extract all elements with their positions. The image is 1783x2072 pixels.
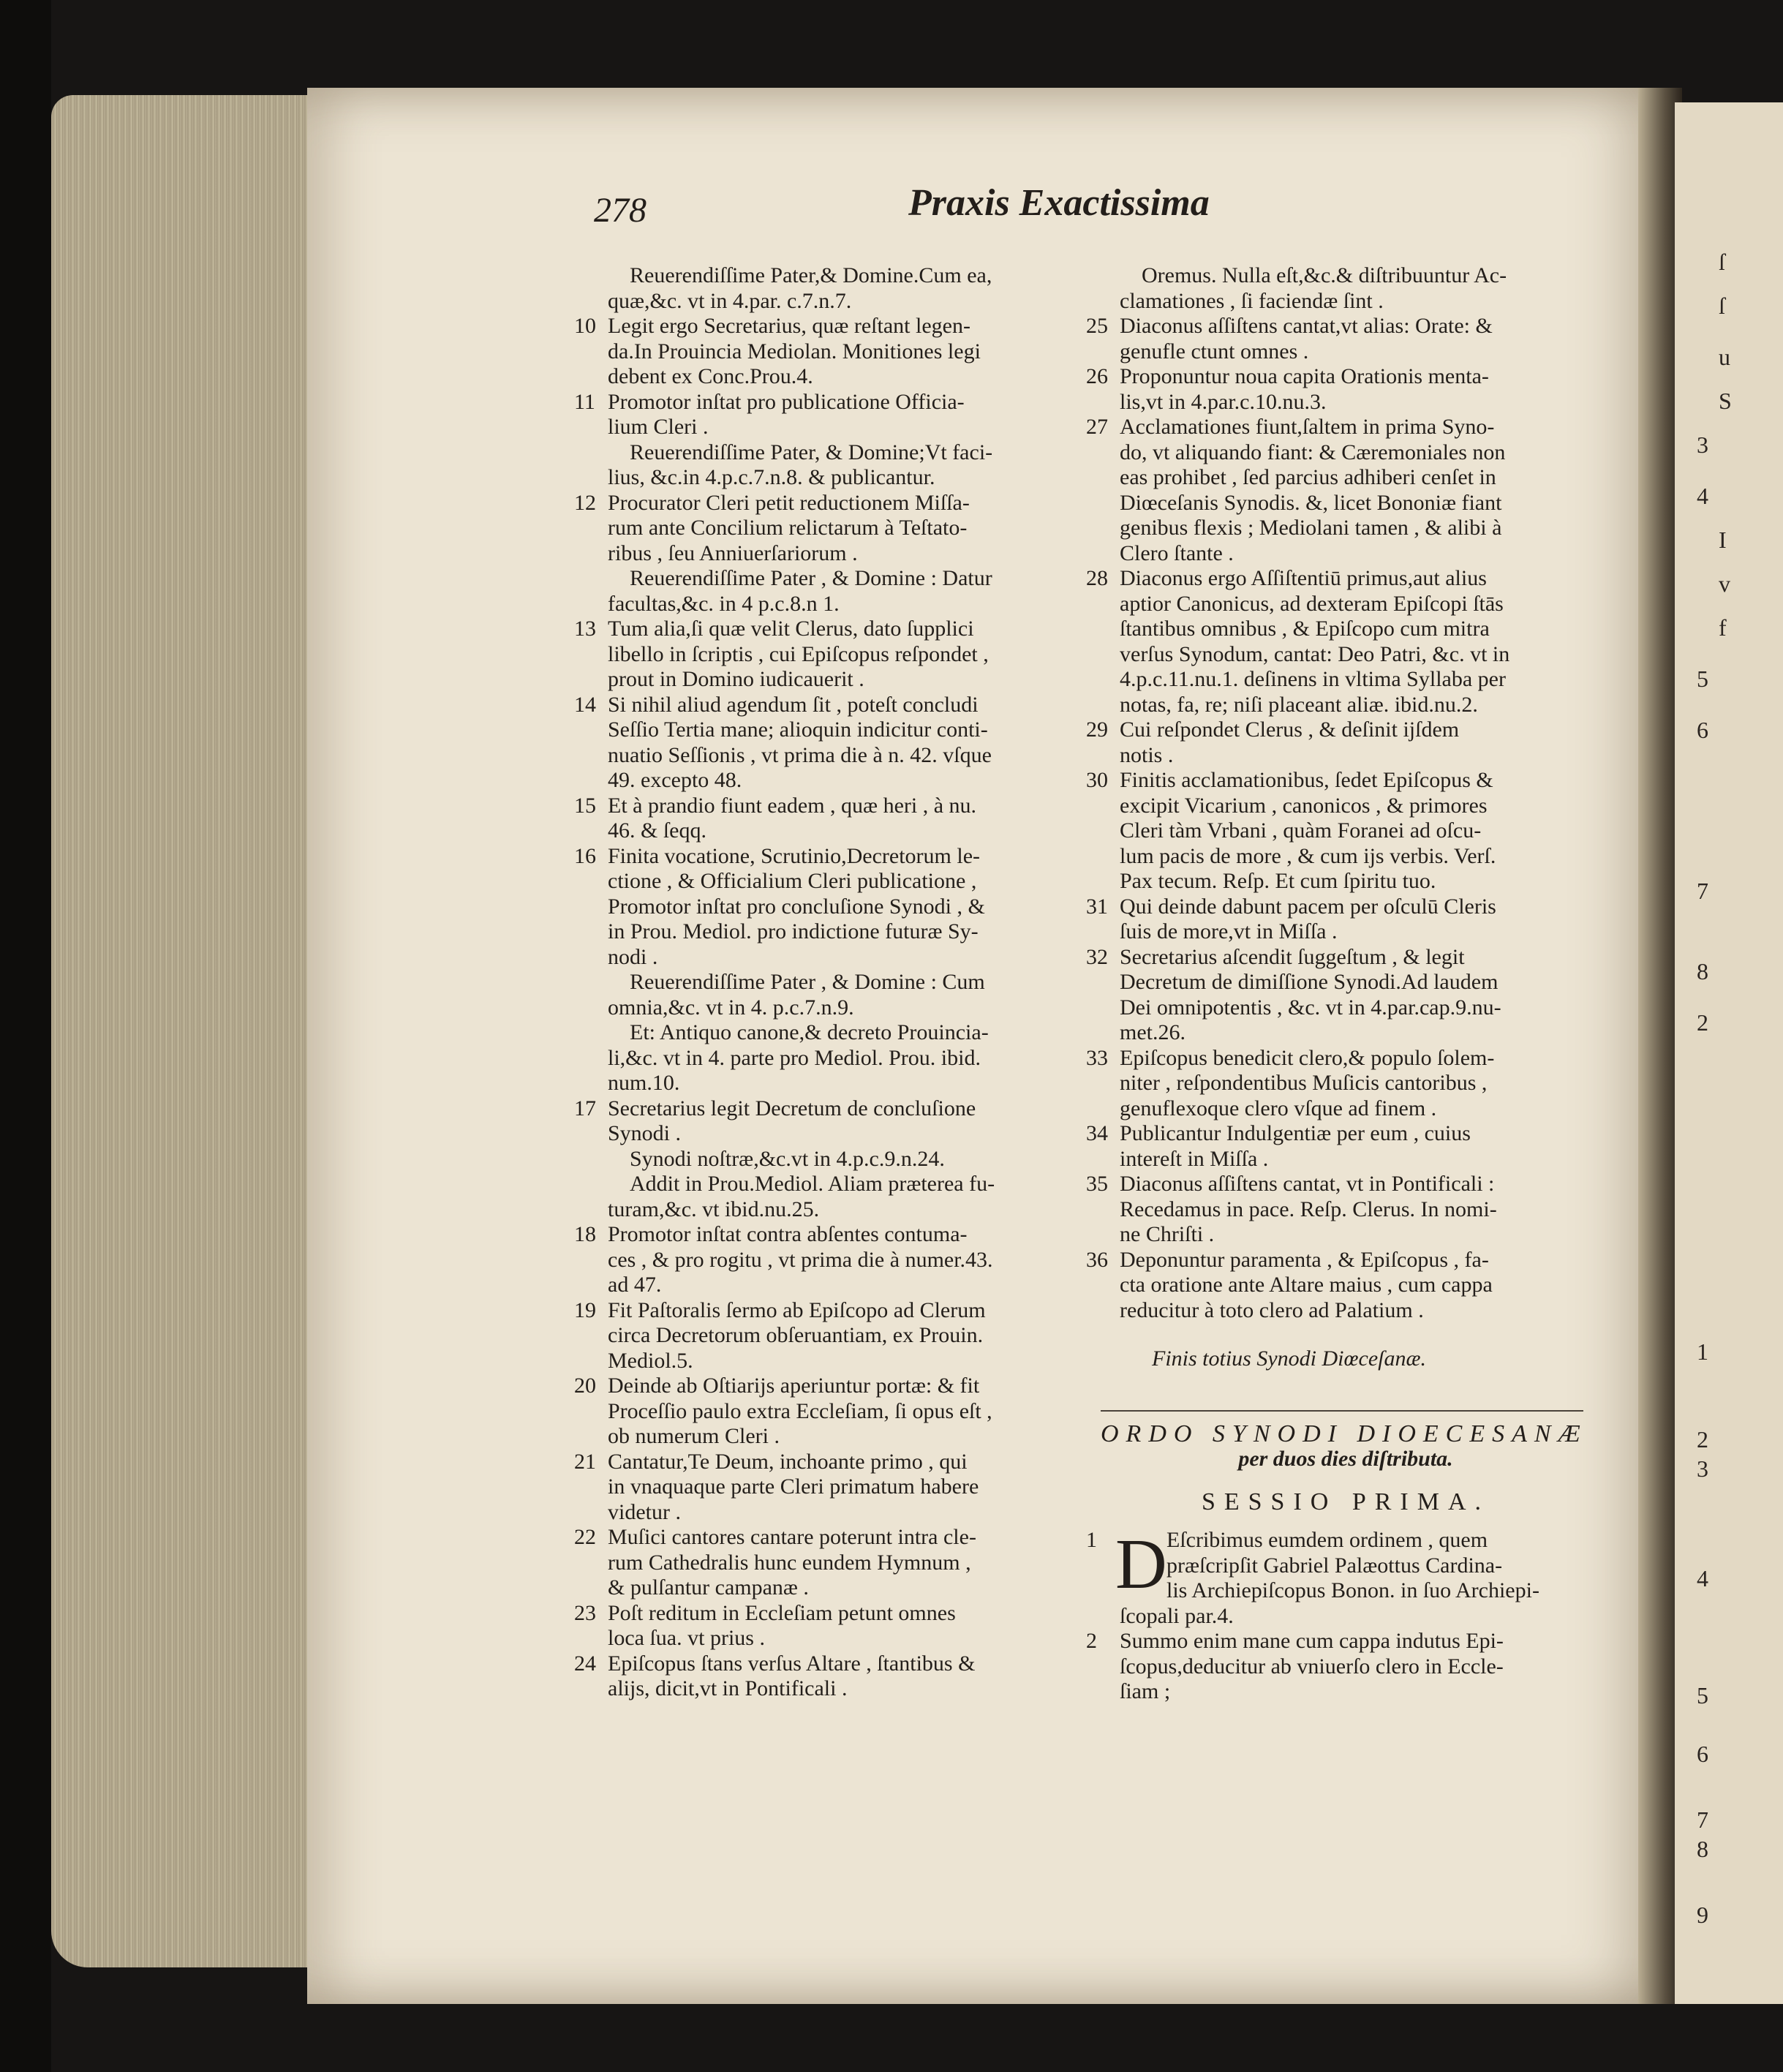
- text-line: reducitur à toto clero ad Palatium .: [1120, 1297, 1424, 1322]
- text-line: libello in ſcriptis , cui Epiſcopus reſpondet ,: [608, 641, 989, 666]
- text-line: & pulſantur campanæ .: [608, 1575, 809, 1600]
- text-line: Acclamationes fiunt,ſaltem in prima Syno-: [1120, 415, 1495, 439]
- ordo-subtitle: per duos dies diſtributa.: [1238, 1447, 1453, 1471]
- drop-cap: D: [1115, 1525, 1167, 1604]
- text-line: Decretum de dimiſſione Synodi.Ad laudem: [1120, 970, 1499, 994]
- text-line: verſus Synodum, cantat: Deo Patri, &c. vt in: [1120, 641, 1510, 666]
- paragraph: [1086, 894, 1605, 945]
- paragraph: [1086, 1121, 1605, 1172]
- text-line: ad 47.: [608, 1273, 662, 1297]
- text-line: ctione , & Officialium Cleri publicatione ,: [608, 869, 977, 893]
- text-line: Cantatur,Te Deum, inchoante primo , qui: [608, 1449, 968, 1474]
- text-line: Seſſio Tertia mane; alioquin indicitur conti-: [608, 717, 988, 742]
- paragraph-number: 22: [574, 1525, 596, 1549]
- text-line: lius, &c.in 4.p.c.7.n.8. & publicantur.: [608, 465, 935, 489]
- text-line: Fit Paſtoralis ſermo ab Epiſcopo ad Clerum: [608, 1297, 986, 1322]
- book-shadow: [0, 0, 51, 2072]
- text-line: 49. excepto 48.: [608, 768, 742, 792]
- text-line: Si nihil aliud agendum ſit , poteſt concludi: [608, 692, 979, 717]
- book-fore-edge: [51, 95, 333, 1967]
- paragraph-number: 18: [574, 1222, 596, 1246]
- paragraph: [574, 390, 1079, 440]
- text-line: Finitis acclamationibus, ſedet Epiſcopus &: [1120, 768, 1493, 792]
- text-line: Deponuntur paramenta , & Epiſcopus , fa-: [1120, 1247, 1489, 1272]
- text-line: in Prou. Mediol. pro indictione futuræ Sy-: [608, 919, 979, 943]
- text-line: Synodi .: [608, 1121, 682, 1145]
- text-line: 4.p.c.11.nu.1. deſinens in vltima Syllaba per: [1120, 667, 1506, 691]
- text-line: Diaconus ergo Aſſiſtentiū primus,aut alius: [1120, 566, 1487, 590]
- sessio-paragraphs: [1086, 1525, 1605, 1705]
- text-line: Synodi noſtræ,&c.vt in 4.p.c.9.n.24.: [630, 1146, 945, 1171]
- ordo-title: ORDO SYNODI DIOECESANÆ: [1101, 1420, 1588, 1447]
- paragraph: [574, 617, 1079, 693]
- text-line: notis .: [1120, 742, 1174, 767]
- paragraph: [1086, 945, 1605, 1046]
- text-line: niter , reſpondentibus Muſicis cantoribus ,: [1120, 1071, 1488, 1095]
- text-line: præſcripſit Gabriel Palæottus Cardina-: [1166, 1553, 1503, 1578]
- paragraph: [574, 1525, 1079, 1601]
- paragraph: [574, 1374, 1079, 1450]
- paragraph-number: 34: [1086, 1121, 1108, 1145]
- left-column: [574, 263, 1079, 1702]
- text-line: Deinde ab Oſtiarijs aperiuntur portæ: & fit: [608, 1374, 980, 1398]
- text-line: Legit ergo Secretarius, quæ reſtant legen-: [608, 314, 970, 338]
- paragraph-number: 17: [574, 1096, 596, 1120]
- paragraph: [574, 440, 1079, 491]
- text-line: Et à prandio fiunt eadem , quæ heri , à nu.: [608, 793, 977, 818]
- text-line: Promotor inſtat contra abſentes contuma-: [608, 1222, 968, 1246]
- text-line: ſuis de more,vt in Miſſa .: [1120, 919, 1338, 943]
- paragraph: [574, 844, 1079, 971]
- text-line: circa Decretorum obſeruantiam, ex Prouin.: [608, 1323, 984, 1347]
- text-line: loca ſua. vt prius .: [608, 1626, 765, 1650]
- text-line: clamationes , ſi faciendæ ſint .: [1120, 288, 1384, 313]
- text-line: Recedamus in pace. Reſp. Clerus. In nomi-: [1120, 1197, 1497, 1221]
- next-page-fragment: u: [1719, 344, 1730, 370]
- text-line: facultas,&c. in 4 p.c.8.n 1.: [608, 591, 840, 616]
- text-line: ne Chriſti .: [1120, 1222, 1215, 1246]
- paragraph-number: 36: [1086, 1247, 1108, 1272]
- paragraph: [574, 1096, 1079, 1147]
- next-page-fragment: ſ: [1719, 249, 1725, 275]
- text-line: Poſt reditum in Eccleſiam petunt omnes: [608, 1600, 956, 1625]
- paragraph: [1086, 566, 1605, 717]
- text-line: Cui reſpondet Clerus , & deſinit ijſdem: [1120, 717, 1460, 742]
- paragraph-number: 23: [574, 1600, 596, 1625]
- sessio-paragraph: [1086, 1629, 1605, 1705]
- next-page-fragment: 2: [1697, 1426, 1708, 1453]
- paragraph-number: 33: [1086, 1045, 1108, 1070]
- paragraph: [1086, 1248, 1605, 1324]
- text-line: Reuerendiſſime Pater,& Domine.Cum ea,: [630, 263, 992, 287]
- text-line: Finita vocatione, Scrutinio,Decretorum le-: [608, 843, 981, 868]
- paragraph: [1086, 1172, 1605, 1248]
- text-line: Diœceſanis Synodis. &, licet Bononiæ fiant: [1120, 490, 1502, 515]
- text-line: Procurator Cleri petit reductionem Miſſa-: [608, 490, 970, 515]
- paragraph-number: 21: [574, 1449, 596, 1474]
- right-column: [1086, 263, 1605, 1705]
- text-line: lis Archiepiſcopus Bonon. in ſuo Archiepi-: [1166, 1578, 1539, 1602]
- text-line: Qui deinde dabunt pacem per oſculū Cleris: [1120, 894, 1496, 919]
- text-line: Mediol.5.: [608, 1348, 693, 1373]
- next-page-fragment: 8: [1697, 958, 1708, 984]
- running-title: Praxis Exactissima: [908, 182, 1210, 224]
- next-page-fragment: 4: [1697, 483, 1708, 509]
- text-line: Promotor inſtat pro concluſione Synodi , &: [608, 894, 985, 919]
- next-page-fragment: ſ: [1719, 293, 1725, 319]
- text-line: Reuerendiſſime Pater, & Domine;Vt faci-: [630, 440, 993, 464]
- paragraph: [1086, 364, 1605, 415]
- paragraph-number: 32: [1086, 944, 1108, 969]
- text-line: Pax tecum. Reſp. Et cum ſpiritu tuo.: [1120, 869, 1436, 893]
- next-page-fragment: 6: [1697, 1741, 1708, 1767]
- text-line: lium Cleri .: [608, 415, 709, 439]
- next-page-fragment: 9: [1697, 1902, 1708, 1928]
- paragraph-number: 13: [574, 617, 596, 641]
- right-column-paragraphs: [1086, 263, 1605, 1323]
- text-line: Oremus. Nulla eſt,&c.& diſtribuuntur Ac-: [1142, 263, 1507, 287]
- text-line: prout in Domino iudicauerit .: [608, 667, 864, 691]
- text-line: notas, fa, re; niſi placeant aliæ. ibid.nu.2.: [1120, 692, 1478, 717]
- paragraph: [574, 1450, 1079, 1526]
- text-line: Epiſcopus ſtans verſus Altare , ſtantibus &: [608, 1651, 976, 1676]
- text-line: ſiam ;: [1120, 1679, 1171, 1703]
- paragraph-number: 29: [1086, 717, 1108, 742]
- text-line: nodi .: [608, 944, 658, 969]
- paragraph: [574, 1172, 1079, 1222]
- paragraph-number: 14: [574, 692, 596, 717]
- paragraph: [1086, 1046, 1605, 1122]
- paragraph: [1086, 263, 1605, 314]
- next-page-fragment: 1: [1697, 1338, 1708, 1365]
- paragraph-number: 19: [574, 1297, 596, 1322]
- paragraph: [574, 566, 1079, 617]
- next-page-fragment: 4: [1697, 1565, 1708, 1591]
- text-line: turam,&c. vt ibid.nu.25.: [608, 1197, 820, 1221]
- next-page-fragment: S: [1719, 388, 1732, 414]
- text-line: Eſcribimus eumdem ordinem , quem: [1166, 1528, 1488, 1552]
- text-line: omnia,&c. vt in 4. p.c.7.n.9.: [608, 995, 854, 1020]
- text-line: rum Cathedralis hunc eundem Hymnum ,: [608, 1550, 971, 1575]
- paragraph-number: 16: [574, 843, 596, 868]
- paragraph-number: 11: [574, 389, 595, 414]
- text-line: Reuerendiſſime Pater , & Domine : Cum: [630, 970, 985, 994]
- paragraph: [574, 1222, 1079, 1298]
- paragraph-number: 20: [574, 1374, 596, 1398]
- sessio-title: SESSIO PRIMA.: [1201, 1488, 1490, 1515]
- paragraph: [1086, 314, 1605, 364]
- paragraph: [1086, 415, 1605, 566]
- paragraph: [574, 794, 1079, 844]
- text-line: Diaconus aſſiſtens cantat, vt in Pontificali :: [1120, 1172, 1495, 1196]
- text-line: Publicantur Indulgentiæ per eum , cuius: [1120, 1121, 1471, 1145]
- text-line: videtur .: [608, 1499, 681, 1524]
- text-line: Clero ſtante .: [1120, 540, 1234, 565]
- next-page-fragment: f: [1719, 614, 1727, 641]
- text-line: genufle ctunt omnes .: [1120, 339, 1309, 363]
- text-line: lum pacis de more , & cum ijs verbis. Verſ.: [1120, 843, 1496, 868]
- paragraph: [574, 1020, 1079, 1096]
- next-page-fragment: 2: [1697, 1009, 1708, 1036]
- text-line: Tum alia,ſi quæ velit Clerus, dato ſupplici: [608, 617, 974, 641]
- paragraph-number: 28: [1086, 566, 1108, 590]
- paragraph: [574, 263, 1079, 314]
- text-line: lis,vt in 4.par.c.10.nu.3.: [1120, 389, 1327, 414]
- text-line: Proceſſio paulo extra Eccleſiam, ſi opus eſt ,: [608, 1398, 992, 1423]
- text-line: Addit in Prou.Mediol. Aliam præterea fu-: [630, 1172, 995, 1196]
- text-line: Secretarius aſcendit ſuggeſtum , & legit: [1120, 944, 1465, 969]
- text-line: ſtantibus omnibus , & Epiſcopo cum mitra: [1120, 617, 1490, 641]
- paragraph: [1086, 717, 1605, 768]
- next-page-fragment: 6: [1697, 717, 1708, 743]
- text-line: genuflexoque clero vſque ad finem .: [1120, 1096, 1437, 1120]
- text-line: eas prohibet , ſed parcius adhiberi cenſet in: [1120, 465, 1496, 489]
- paragraph-number: 26: [1086, 364, 1108, 388]
- text-line: ces , & pro rogitu , vt prima die à numer.43.: [608, 1247, 993, 1272]
- text-line: intereſt in Miſſa .: [1120, 1146, 1269, 1171]
- text-line: Secretarius legit Decretum de concluſione: [608, 1096, 976, 1120]
- section-divider: [1101, 1410, 1583, 1412]
- text-line: quæ,&c. vt in 4.par. c.7.n.7.: [608, 288, 852, 313]
- text-line: ſcopali par.4.: [1120, 1603, 1234, 1628]
- text-line: excipit Vicarium , canonicos , & primores: [1120, 793, 1488, 818]
- paragraph-number: 31: [1086, 894, 1108, 919]
- next-page-fragment: 8: [1697, 1836, 1708, 1862]
- text-line: Cleri tàm Vrbani , quàm Foranei ad oſcu-: [1120, 818, 1482, 843]
- paragraph: [574, 970, 1079, 1020]
- text-line: debent ex Conc.Prou.4.: [608, 364, 813, 388]
- finis-line: Finis totius Synodi Diœceſanæ.: [1152, 1346, 1426, 1371]
- text-line: ob numerum Cleri .: [608, 1424, 780, 1448]
- next-page-sliver: [1675, 102, 1783, 2004]
- text-line: Reuerendiſſime Pater , & Domine : Datur: [630, 566, 992, 590]
- text-line: do, vt aliquando fiant: & Cæremoniales non: [1120, 440, 1506, 464]
- text-line: in vnaquaque parte Cleri primatum habere: [608, 1474, 979, 1499]
- sessio-paragraph: [1086, 1525, 1605, 1629]
- text-line: Epiſcopus benedicit clero,& populo ſolem-: [1120, 1045, 1495, 1070]
- text-line: 46. & ſeqq.: [608, 818, 706, 843]
- text-line: ribus , ſeu Anniuerſariorum .: [608, 540, 858, 565]
- paragraph-number: 10: [574, 314, 596, 338]
- paragraph: [574, 693, 1079, 794]
- text-line: ſcopus,deducitur ab vniuerſo clero in Eccle-: [1120, 1654, 1504, 1679]
- next-page-fragment: I: [1719, 527, 1727, 553]
- next-page-fragment: 7: [1697, 1807, 1708, 1833]
- next-page-fragment: 5: [1697, 666, 1708, 692]
- paragraph-number: 35: [1086, 1172, 1108, 1196]
- text-line: Muſici cantores cantare poterunt intra cle-: [608, 1525, 976, 1549]
- text-line: li,&c. vt in 4. parte pro Mediol. Prou. ibid.: [608, 1045, 981, 1070]
- paragraph-number: 30: [1086, 768, 1108, 792]
- text-line: cta oratione ante Altare maius , cum cappa: [1120, 1273, 1493, 1297]
- text-line: alijs, dicit,vt in Pontificali .: [608, 1676, 848, 1700]
- page-number: 278: [594, 191, 647, 230]
- paragraph-number: 24: [574, 1651, 596, 1676]
- text-line: rum ante Concilium relictarum à Teſtato-: [608, 516, 968, 540]
- paragraph: [574, 1601, 1079, 1651]
- text-line: num.10.: [608, 1071, 680, 1095]
- paragraph-number: 12: [574, 490, 596, 515]
- paragraph-number: 1: [1086, 1528, 1097, 1552]
- text-line: aptior Canonicus, ad dexteram Epiſcopi ſtās: [1120, 591, 1504, 616]
- text-line: nuatio Seſſionis , vt prima die à n. 42. vſque: [608, 742, 992, 767]
- next-page-fragment: 3: [1697, 432, 1708, 458]
- text-line: da.In Prouincia Mediolan. Monitiones legi: [608, 339, 981, 363]
- paragraph-number: 2: [1086, 1629, 1097, 1653]
- next-page-fragment: v: [1719, 570, 1730, 597]
- next-page-fragment: 7: [1697, 878, 1708, 904]
- text-line: Dei omnipotentis , &c. vt in 4.par.cap.9.nu-: [1120, 995, 1501, 1020]
- paragraph: [574, 1298, 1079, 1374]
- paragraph-number: 25: [1086, 314, 1108, 338]
- paragraph: [574, 314, 1079, 390]
- paragraph: [574, 1147, 1079, 1172]
- text-line: Et: Antiquo canone,& decreto Prouincia-: [630, 1020, 989, 1044]
- paragraph-number: 27: [1086, 415, 1108, 439]
- paragraph: [574, 491, 1079, 567]
- paragraph: [1086, 768, 1605, 894]
- paragraph-number: 15: [574, 793, 596, 818]
- text-line: genibus flexis ; Mediolani tamen , & alibi à: [1120, 516, 1502, 540]
- text-line: Summo enim mane cum cappa indutus Epi-: [1120, 1629, 1504, 1653]
- paragraph: [574, 1651, 1079, 1702]
- text-line: Proponuntur noua capita Orationis menta-: [1120, 364, 1489, 388]
- text-line: Diaconus aſſiſtens cantat,vt alias: Orate: &: [1120, 314, 1493, 338]
- text-line: met.26.: [1120, 1020, 1185, 1044]
- next-page-fragment: 5: [1697, 1682, 1708, 1709]
- next-page-fragment: 3: [1697, 1455, 1708, 1482]
- text-line: Promotor inſtat pro publicatione Officia-: [608, 389, 965, 414]
